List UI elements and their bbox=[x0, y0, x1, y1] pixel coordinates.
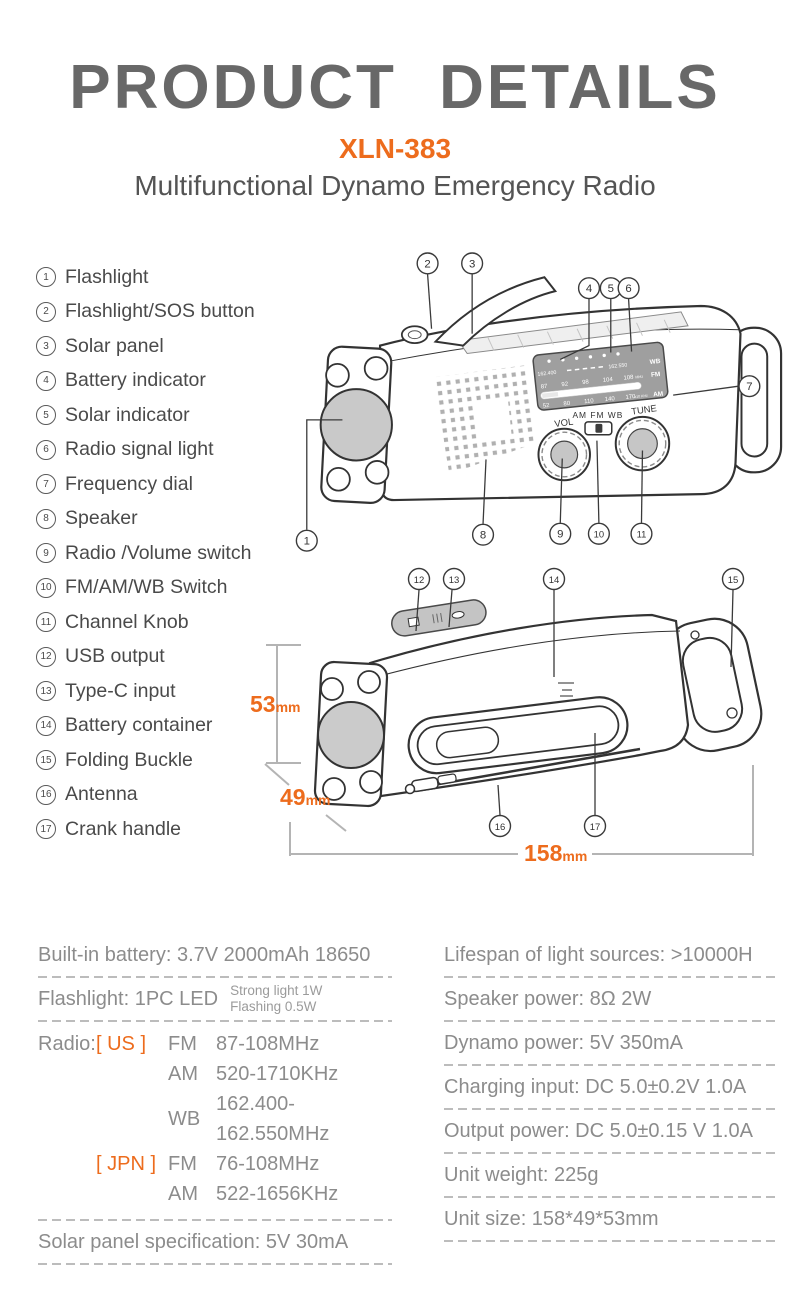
part-label: Battery container bbox=[65, 714, 213, 737]
part-number-badge: 14 bbox=[36, 716, 56, 736]
part-number-badge: 10 bbox=[36, 578, 56, 598]
svg-text:162.550: 162.550 bbox=[608, 362, 628, 371]
part-item-3 bbox=[36, 329, 286, 364]
part-number-badge: 5 bbox=[36, 405, 56, 425]
part-number-badge: 17 bbox=[36, 819, 56, 839]
part-number-badge: 7 bbox=[36, 474, 56, 494]
part-label: Flashlight/SOS button bbox=[65, 300, 255, 323]
part-number-badge: 11 bbox=[36, 612, 56, 632]
part-number-badge: 6 bbox=[36, 440, 56, 460]
part-item-5 bbox=[36, 398, 286, 433]
band-switch-label: AM FM WB bbox=[572, 409, 624, 420]
spec-item: Charging input: DC 5.0±0.2V 1.0A bbox=[444, 1075, 747, 1098]
svg-text:14: 14 bbox=[548, 575, 560, 586]
spec-radio-bands bbox=[38, 1022, 392, 1219]
svg-text:87: 87 bbox=[540, 383, 548, 391]
spec-solar: Solar panel specification: 5V 30mA bbox=[38, 1230, 349, 1253]
part-item-2 bbox=[36, 295, 286, 330]
radio-band: AM bbox=[168, 1183, 198, 1205]
part-number-badge: 3 bbox=[36, 336, 56, 356]
part-item-8 bbox=[36, 502, 286, 537]
spec-item: Lifespan of light sources: >10000H bbox=[444, 943, 753, 966]
svg-text:108: 108 bbox=[623, 374, 634, 382]
radio-range: 520-1710KHz bbox=[216, 1063, 339, 1085]
svg-text:x10 KHz: x10 KHz bbox=[634, 393, 649, 400]
part-label: Folding Buckle bbox=[65, 748, 193, 771]
svg-text:MHz: MHz bbox=[635, 374, 644, 380]
flashlight-notes: Strong light 1W Flashing 0.5W bbox=[230, 983, 323, 1014]
svg-text:9: 9 bbox=[557, 528, 564, 541]
part-label: Type-C input bbox=[65, 679, 176, 702]
part-item-6 bbox=[36, 433, 286, 468]
svg-text:98: 98 bbox=[581, 379, 590, 387]
svg-text:16: 16 bbox=[494, 822, 506, 833]
divider bbox=[444, 1240, 778, 1242]
svg-text:3: 3 bbox=[468, 258, 476, 271]
svg-text:5: 5 bbox=[607, 283, 614, 296]
dim-53: 53mm bbox=[250, 691, 301, 717]
side-view-drawing bbox=[240, 565, 790, 890]
part-label: Frequency dial bbox=[65, 472, 193, 495]
radio-band: WB bbox=[168, 1108, 201, 1130]
dim-158: 158mm bbox=[524, 840, 588, 866]
part-label: Antenna bbox=[65, 783, 138, 806]
spec-item: Unit weight: 225g bbox=[444, 1163, 599, 1186]
svg-text:AM: AM bbox=[652, 390, 664, 399]
radio-range: 162.400-162.550MHz bbox=[216, 1093, 330, 1145]
svg-text:104: 104 bbox=[602, 376, 614, 384]
sos-button bbox=[402, 326, 428, 343]
svg-text:80: 80 bbox=[563, 400, 571, 408]
spec-column-left bbox=[38, 934, 392, 1265]
radio-region-tag: [ JPN ] bbox=[96, 1153, 157, 1175]
divider bbox=[38, 1263, 392, 1265]
svg-text:92: 92 bbox=[561, 381, 569, 389]
radio-range: 87-108MHz bbox=[216, 1033, 320, 1055]
part-number-badge: 15 bbox=[36, 750, 56, 770]
svg-text:15: 15 bbox=[727, 575, 739, 586]
part-item-7 bbox=[36, 467, 286, 502]
radio-range: 76-108MHz bbox=[216, 1153, 320, 1175]
svg-text:6: 6 bbox=[625, 283, 632, 296]
svg-text:110: 110 bbox=[583, 398, 594, 406]
part-item-4 bbox=[36, 364, 286, 399]
radio-band: FM bbox=[168, 1033, 197, 1055]
svg-text:4: 4 bbox=[585, 283, 593, 296]
part-label: FM/AM/WB Switch bbox=[65, 576, 228, 599]
radio-band: AM bbox=[168, 1063, 198, 1085]
usb-panel bbox=[390, 598, 488, 638]
radio-region-tag: [ US ] bbox=[96, 1033, 147, 1055]
part-number-badge: 8 bbox=[36, 509, 56, 529]
svg-text:17: 17 bbox=[589, 822, 601, 833]
part-number-badge: 13 bbox=[36, 681, 56, 701]
part-label: Battery indicator bbox=[65, 369, 206, 392]
part-number-badge: 1 bbox=[36, 267, 56, 287]
svg-text:170: 170 bbox=[625, 393, 636, 401]
svg-text:FM: FM bbox=[650, 370, 661, 379]
part-label: Speaker bbox=[65, 507, 138, 530]
front-view-drawing bbox=[285, 245, 790, 565]
svg-text:12: 12 bbox=[413, 575, 425, 586]
part-number-badge: 16 bbox=[36, 785, 56, 805]
part-number-badge: 9 bbox=[36, 543, 56, 563]
part-label: Flashlight bbox=[65, 265, 149, 288]
vol-label: VOL bbox=[553, 415, 574, 430]
part-number-badge: 4 bbox=[36, 371, 56, 391]
svg-text:1: 1 bbox=[303, 535, 310, 548]
spec-item: Unit size: 158*49*53mm bbox=[444, 1207, 659, 1230]
part-number-badge: 12 bbox=[36, 647, 56, 667]
svg-text:8: 8 bbox=[479, 529, 487, 542]
svg-text:52: 52 bbox=[542, 402, 550, 410]
callout-2 bbox=[417, 253, 438, 329]
svg-text:11: 11 bbox=[636, 528, 647, 540]
dim-49: 49mm bbox=[280, 784, 331, 810]
part-label: Radio signal light bbox=[65, 438, 214, 461]
svg-text:13: 13 bbox=[448, 575, 460, 586]
part-label: Channel Knob bbox=[65, 610, 189, 633]
svg-text:10: 10 bbox=[593, 528, 605, 540]
svg-text:WB: WB bbox=[649, 357, 661, 367]
radio-range: 522-1656KHz bbox=[216, 1183, 339, 1205]
part-label: Crank handle bbox=[65, 817, 181, 840]
spec-item: Speaker power: 8Ω 2W bbox=[444, 987, 652, 1010]
spec-item: Dynamo power: 5V 350mA bbox=[444, 1031, 684, 1054]
flashlight-face-side bbox=[314, 661, 387, 806]
part-label: Solar panel bbox=[65, 334, 164, 357]
spec-item: Output power: DC 5.0±0.15 V 1.0A bbox=[444, 1119, 753, 1142]
svg-text:162.400: 162.400 bbox=[537, 369, 557, 378]
tune-label: TUNE bbox=[630, 402, 658, 417]
flashlight-face bbox=[321, 346, 392, 504]
model-number: XLN-383 bbox=[338, 133, 452, 164]
svg-text:2: 2 bbox=[424, 258, 431, 271]
spec-flashlight: Flashlight: 1PC LED Strong light 1W Flashing 0.5W bbox=[38, 983, 323, 1014]
radio-band: FM bbox=[168, 1153, 197, 1175]
radio-spec-label: Radio: bbox=[38, 1033, 96, 1055]
page-title: PRODUCT DETAILS bbox=[69, 53, 721, 122]
product-subtitle: Multifunctional Dynamo Emergency Radio bbox=[134, 170, 656, 201]
svg-text:140: 140 bbox=[604, 396, 616, 404]
part-label: Solar indicator bbox=[65, 403, 190, 426]
part-item-1 bbox=[36, 260, 286, 295]
svg-text:7: 7 bbox=[746, 381, 753, 394]
part-label: USB output bbox=[65, 645, 165, 668]
part-number-badge: 2 bbox=[36, 302, 56, 322]
spec-battery: Built-in battery: 3.7V 2000mAh 18650 bbox=[38, 943, 371, 966]
usb-port-icon bbox=[408, 617, 419, 626]
spec-column-right bbox=[444, 934, 778, 1242]
part-label: Radio /Volume switch bbox=[65, 541, 252, 564]
callout-16 bbox=[490, 785, 511, 837]
